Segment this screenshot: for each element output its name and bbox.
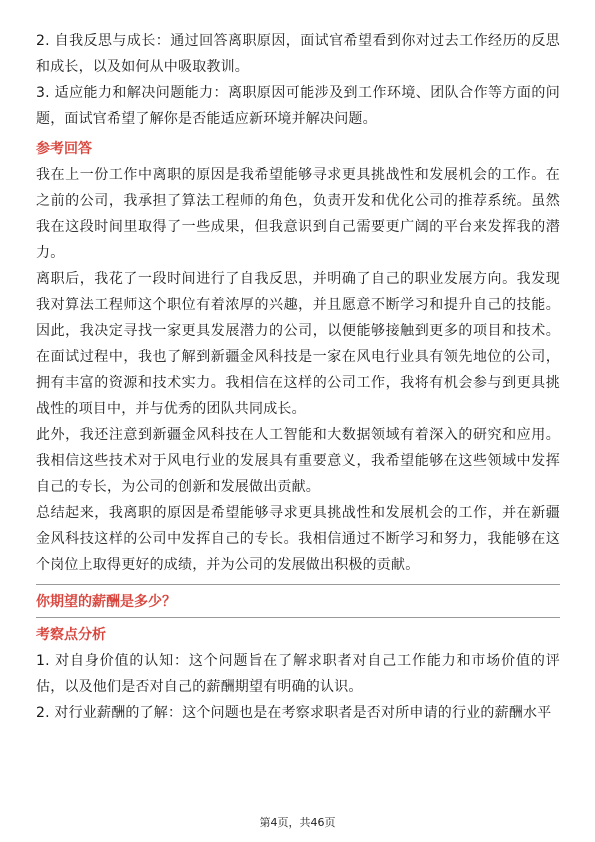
reference-paragraph-3: 此外，我还注意到新疆金风科技在人工智能和大数据领域有着深入的研究和应用。我相信这些技术对于风电行业的发展具有重要意义，我希望能够在这些领域中发挥自己的专长，为公司的创新和发展做出贡献。 xyxy=(36,427,560,495)
intro-point-2: 2. 自我反思与成长：通过回答离职原因，面试官希望看到你对过去工作经历的反思和成长，以及如何从中吸取教训。 xyxy=(36,33,560,75)
section-divider-bottom xyxy=(36,617,560,618)
page-number-footer: 第4页，共46页 xyxy=(259,816,336,829)
reference-paragraph-2: 离职后，我花了一段时间进行了自我反思，并明确了自己的职业发展方向。我发现我对算法工程师这个职位有着浓厚的兴趣，并且愿意不断学习和提升自己的技能。因此，我决定寻找一家更具发展潜力的公司，以便能够接触到更多的项目和技术。在面试过程中，我也了解到新疆金风科技是一家在风电行业具有领先地位的公司，拥有丰富的资源和技术实力。我相信在这样的公司工作，我将有机会参与到更具挑战性的项目中，并与优秀的团队共同成长。 xyxy=(36,271,560,417)
reference-paragraph-1: 我在上一份工作中离职的原因是我希望能够寻求更具挑战性和发展机会的工作。在之前的公司，我承担了算法工程师的角色，负责开发和优化公司的推荐系统。虽然我在这段时间里取得了一些成果，但我意识到自己需要更广阔的平台来发挥我的潜力。 xyxy=(36,167,560,261)
question-title: 你期望的薪酬是多少？ xyxy=(36,594,176,610)
reference-answer-heading: 参考回答 xyxy=(36,141,92,157)
analysis-point-2: 2. 对行业薪酬的了解：这个问题也是在考察求职者是否对所申请的行业的薪酬水平 xyxy=(36,705,552,721)
document-page xyxy=(36,28,560,726)
analysis-heading: 考察点分析 xyxy=(36,627,106,643)
intro-point-3: 3. 适应能力和解决问题能力：离职原因可能涉及到工作环境、团队合作等方面的问题，面试官希望了解你是否能适应新环境并解决问题。 xyxy=(36,85,560,127)
analysis-point-1: 1. 对自身价值的认知：这个问题旨在了解求职者对自己工作能力和市场价值的评估，以及他们是否对自己的薪酬期望有明确的认识。 xyxy=(36,653,560,695)
section-divider-top xyxy=(36,584,560,585)
reference-paragraph-4: 总结起来，我离职的原因是希望能够寻求更具挑战性和发展机会的工作，并在新疆金风科技这样的公司中发挥自己的专长。我相信通过不断学习和努力，我能够在这个岗位上取得更好的成绩，并为公司的发展做出积极的贡献。 xyxy=(36,505,560,573)
